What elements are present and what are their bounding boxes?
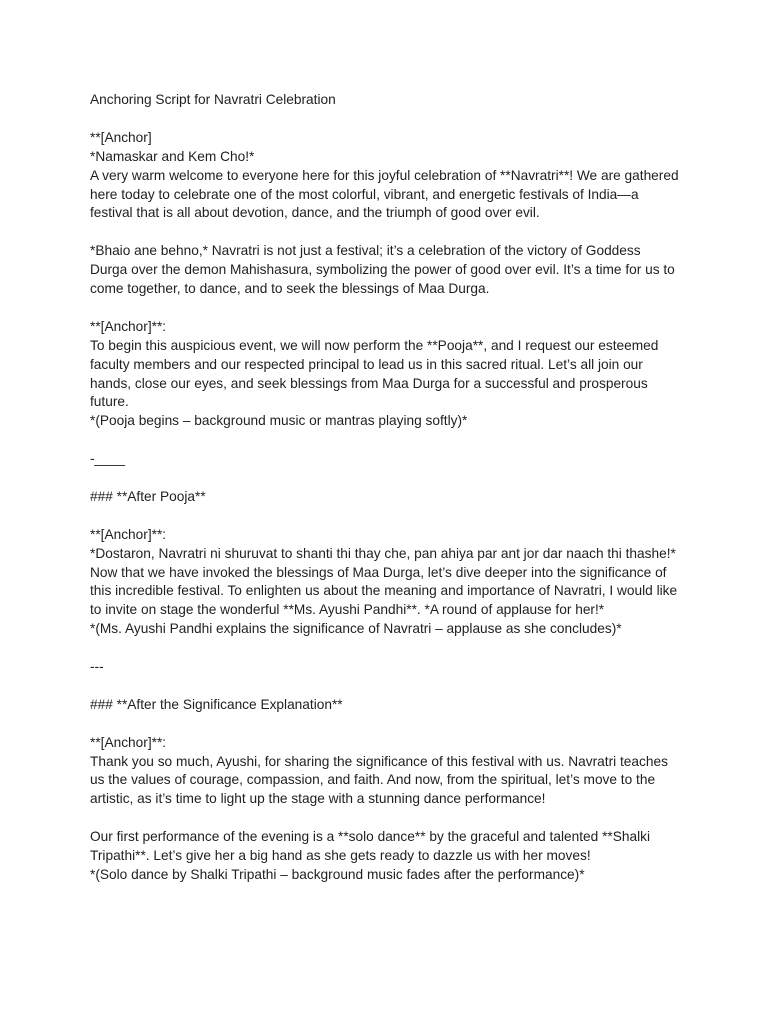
script-paragraph [90, 318, 680, 431]
script-line: **[Anchor] [90, 129, 152, 145]
script-paragraph [90, 526, 680, 639]
script-line: Our first performance of the evening is a **solo dance** by the graceful and talented **Shalki Tripathi**. Let’s give her a big hand as she gets ready to dazzle us with her moves! [90, 829, 654, 864]
script-line: **[Anchor]**: [90, 526, 167, 542]
script-line: *(Ms. Ayushi Pandhi explains the significance of Navratri – applause as she concludes)* [90, 621, 622, 637]
script-line: --- [90, 659, 104, 675]
script-paragraph [90, 242, 680, 299]
script-paragraph [90, 828, 680, 885]
script-paragraph [90, 129, 683, 224]
script-paragraph [90, 734, 680, 810]
script-line: *Dostaron, Navratri ni shuruvat to shanti thi thay che, pan ahiya par ant jor dar naach thi thashe!* [90, 545, 676, 561]
script-line: *(Solo dance by Shalki Tripathi – background music fades after the performance)* [90, 867, 585, 882]
script-paragraph [90, 450, 680, 469]
script-line: *(Pooja begins – background music or mantras playing softly)* [90, 413, 468, 429]
script-line: Thank you so much, Ayushi, for sharing the significance of this festival with us. Navratri teaches us the values of courage, compassion, and faith. And now, from the spiritual, let’s move to the artistic, as it’s time to light up the stage with a stunning dance performance! [90, 753, 672, 807]
script-paragraph [90, 696, 680, 715]
script-line: *Namaskar and Kem Cho!* [90, 148, 255, 164]
document-body [90, 129, 683, 885]
script-paragraph [90, 488, 680, 507]
script-line: -____ [90, 451, 126, 467]
script-line: **[Anchor]**: [90, 318, 167, 334]
script-line: To begin this auspicious event, we will now perform the **Pooja**, and I request our esteemed faculty members and our respected principal to lead us in this sacred ritual. Let’s all join our hands, close our eyes, and seek blessings from Maa Durga for a successful and prosperous future. [90, 337, 663, 410]
script-line: A very warm welcome to everyone here for this joyful celebration of **Navratri**! We are gathered here today to celebrate one of the most colorful, vibrant, and energetic festivals of India—a festival that is all about devotion, dance, and the triumph of good over evil. [90, 167, 683, 221]
script-line: ### **After the Significance Explanation** [90, 696, 343, 712]
script-paragraph [90, 658, 680, 677]
script-line: *Bhaio ane behno,* Navratri is not just a festival; it’s a celebration of the victory of Goddess Durga over the demon Mahishasura, symbolizing the power of good over evil. It’s a time for us to come together, to dance, and to seek the blessings of Maa Durga. [90, 243, 679, 297]
document-page [90, 91, 683, 904]
script-line: Now that we have invoked the blessings of Maa Durga, let’s dive deeper into the significance of this incredible festival. To enlighten us about the meaning and importance of Navratri, I would like to invite on stage the wonderful **Ms. Ayushi Pandhi**. *A round of applause for her!* [90, 564, 681, 618]
script-line: ### **After Pooja** [90, 488, 206, 504]
document-title: Anchoring Script for Navratri Celebration [90, 92, 336, 107]
script-line: **[Anchor]**: [90, 734, 167, 750]
